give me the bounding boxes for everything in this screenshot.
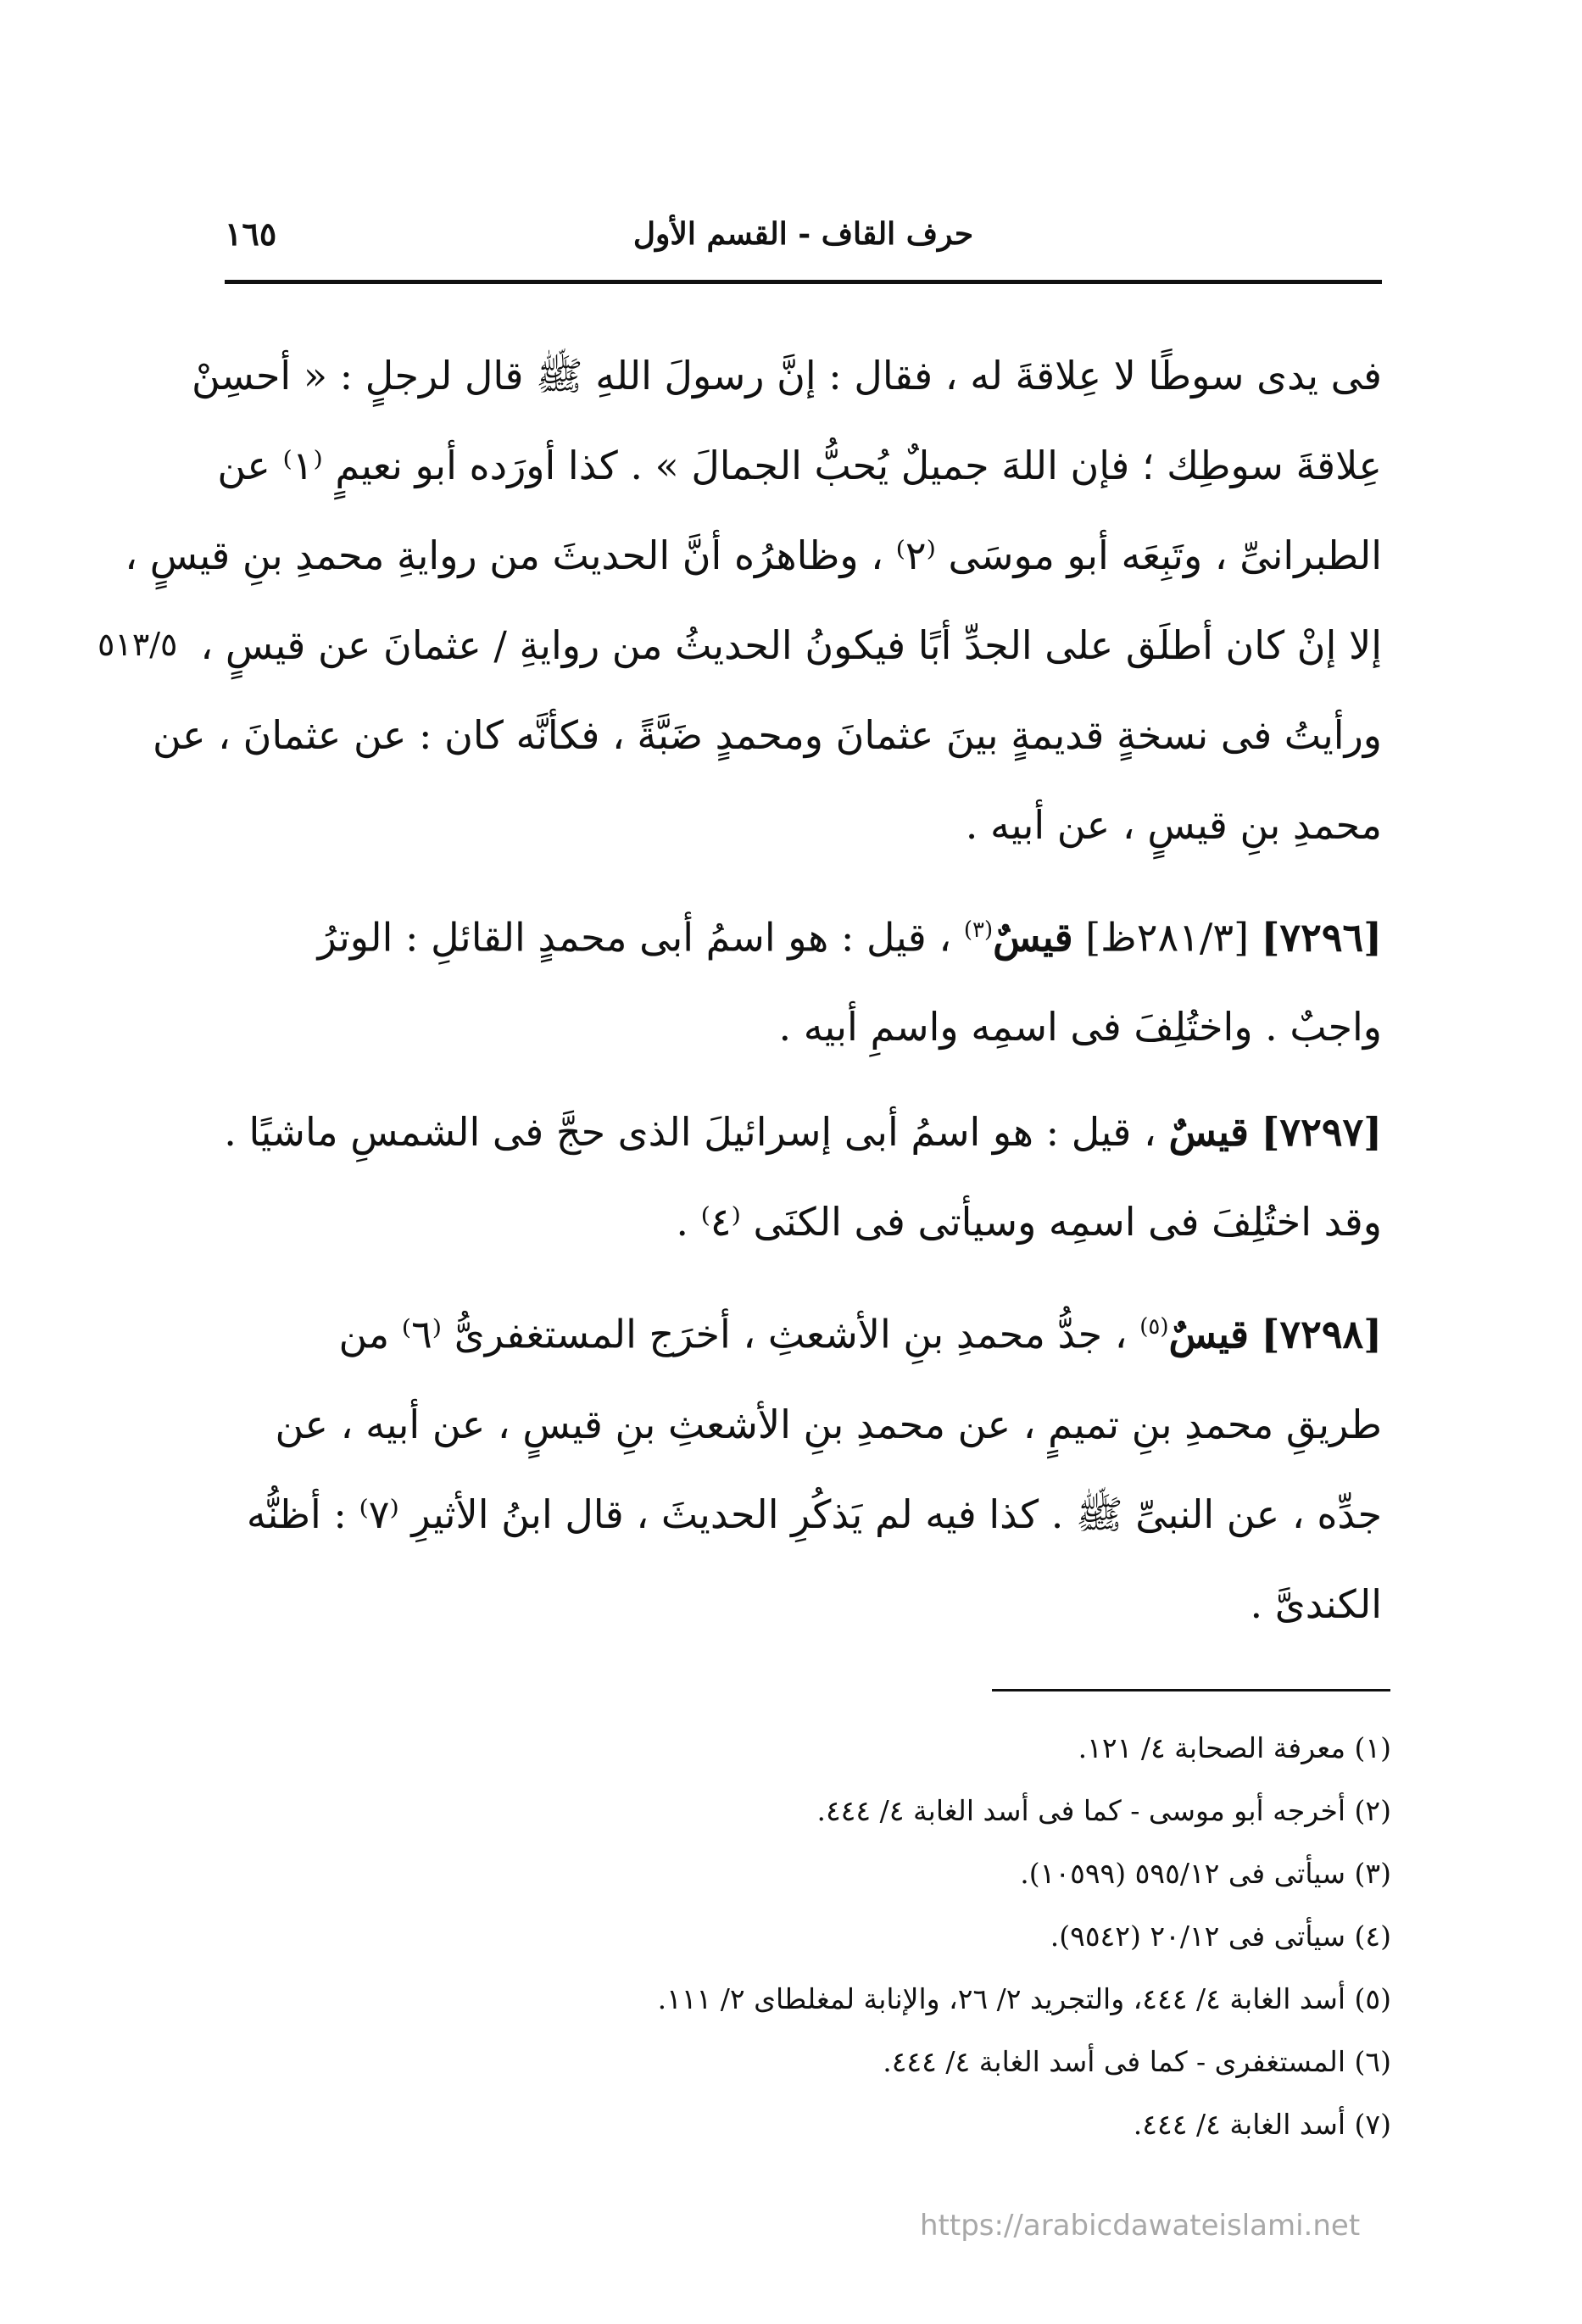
running-header — [225, 208, 1382, 267]
text-line: عِلاقةَ سوطِك ؛ فإن اللهَ جميلٌ يُحبُّ الجمالَ » . كذا أورَده أبو نعيمٍ ⁽١⁾ عن — [217, 443, 1382, 488]
footnote: (٥) أسد الغابة ٤/ ٤٤٤، والتجريد ٢/ ٢٦، والإنابة لمغلطاى ٢/ ١١١. — [657, 1982, 1391, 2015]
entry-number: [٧٢٩٧] — [1261, 1109, 1382, 1156]
entry-number: [٧٢٩٦] — [1261, 914, 1382, 961]
text-line: محمدِ بنِ قيسٍ ، عن أبيه . — [965, 802, 1382, 848]
text-line: ، جدُّ محمدِ بنِ الأشعثِ ، أخرَج المستغفرىُّ ⁽٦⁾ من — [338, 1311, 1128, 1357]
page-number: ١٦٥ — [225, 215, 277, 253]
text-line: ورأيتُ فى نسخةٍ قديمةٍ بينَ عثمانَ ومحمدٍ ضَبَّةً ، فكأنَّه كان : عن عثمانَ ، عن — [153, 712, 1382, 758]
text-line: ، قيل : هو اسمُ أبى إسرائيلَ الذى حجَّ فى الشمسِ ماشيًا . — [224, 1109, 1156, 1156]
entry-reference: [٢٨١/٣ظ] — [1085, 914, 1250, 961]
text-line: جدِّه ، عن النبىِّ ﷺ . كذا فيه لم يَذكُرِ الحديثَ ، قال ابنُ الأثيرِ ⁽٧⁾ : أظنُّه — [246, 1491, 1382, 1537]
footnotes — [204, 1717, 1391, 2156]
text-line: وقد اختُلِفَ فى اسمِه وسيأتى فى الكنَى ⁽٤⁾ . — [676, 1199, 1382, 1246]
footnote-marker: (٣) — [963, 917, 994, 943]
footnote: (٧) أسد الغابة ٤/ ٤٤٤. — [1133, 2108, 1391, 2141]
header-title: حرف القاف - القسم الأول — [632, 216, 974, 252]
watermark-url: https://arabicdawateislami.net — [920, 2209, 1361, 2243]
text-line: واجبٌ . واختُلِفَ فى اسمِه واسمِ أبيه . — [778, 1004, 1382, 1051]
text-line: الكندىَّ . — [1250, 1580, 1382, 1627]
footnote: (٣) سيأتى فى ٥٩٥/١٢ (١٠٥٩٩). — [1020, 1857, 1391, 1890]
entry-name: قيسٌ — [1168, 1109, 1250, 1156]
entry-7296 — [225, 885, 1382, 1072]
footnote: (٢) أخرجه أبو موسى - كما فى أسد الغابة ٤/ ٤٤٤. — [816, 1794, 1391, 1827]
footnote-marker: (٥) — [1139, 1314, 1169, 1340]
entry-7297 — [225, 1087, 1382, 1267]
text-line: إلا إنْ كان أطلَق على الجدِّ أبًا فيكونُ الحديثُ من روايةِ / عثمانَ عن قيسٍ ، — [200, 622, 1382, 668]
text-line: ، قيل : هو اسمُ أبى محمدٍ القائلِ : الوترُ — [317, 914, 952, 961]
entry-name: قيسٌ — [993, 914, 1073, 961]
footnote: (٦) المستغفرى - كما فى أسد الغابة ٤/ ٤٤٤. — [883, 2045, 1391, 2078]
entry-7298 — [225, 1282, 1382, 1648]
text-line: طريقِ محمدِ بنِ تميمٍ ، عن محمدِ بنِ الأشعثِ بنِ قيسٍ ، عن أبيه ، عن — [275, 1401, 1382, 1447]
text-line: الطبرانىِّ ، وتَبِعَه أبو موسَى ⁽٢⁾ ، وظاهرُه أنَّ الحديثَ من روايةِ محمدِ بنِ قيسٍ ، — [125, 532, 1382, 578]
header-rule — [225, 280, 1382, 284]
entry-number: [٧٢٩٨] — [1261, 1311, 1382, 1357]
margin-reference: ٥١٣/٥ — [97, 626, 178, 663]
footnote-rule — [992, 1689, 1390, 1691]
footnote: (٤) سيأتى فى ٢٠/١٢ (٩٥٤٢). — [1050, 1920, 1391, 1953]
entry-name: قيسٌ — [1168, 1311, 1250, 1357]
text-line: فى يدى سوطًا لا عِلاقةَ له ، فقال : إنَّ رسولَ اللهِ ﷺ قال لرجلٍ : « أحسِنْ — [191, 353, 1382, 398]
footnote: (١) معرفة الصحابة ٤/ ١٢١. — [1078, 1731, 1391, 1764]
